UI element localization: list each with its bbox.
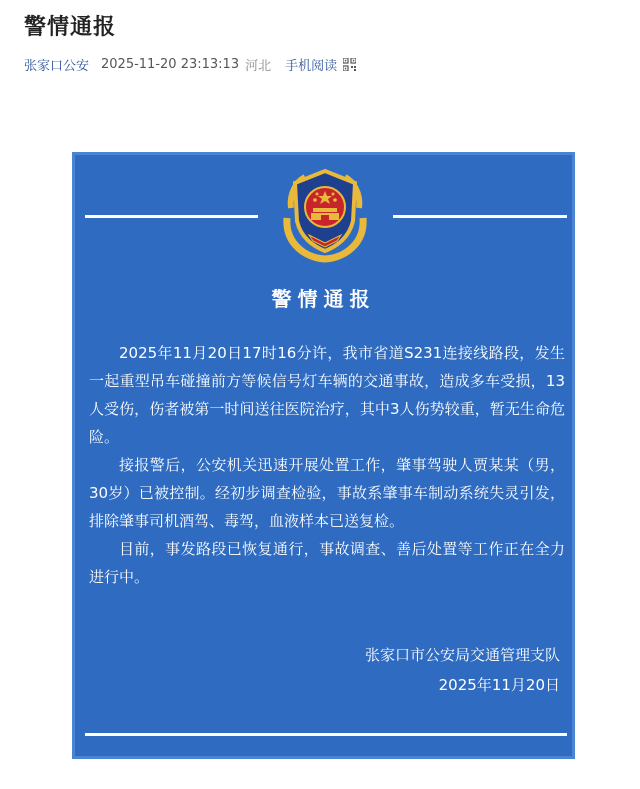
publish-time: 2025-11-20 23:13:13 xyxy=(101,57,240,72)
page-title: 警情通报 xyxy=(24,15,117,40)
police-emblem-icon xyxy=(275,163,375,263)
divider-bottom xyxy=(85,733,567,736)
qr-code-icon[interactable] xyxy=(343,58,356,71)
notice-card xyxy=(72,152,575,759)
divider-left xyxy=(85,215,258,218)
paragraph-2: 接报警后，公安机关迅速开展处置工作，肇事驾驶人贾某某（男，30岁）已被控制。经初步调查检验，事故系肇事车制动系统失灵引发，排除肇事司机酒驾、毒驾，血液样本已送复检。 xyxy=(89,456,565,530)
signature-org: 张家口市公安局交通管理支队 xyxy=(364,646,560,664)
source-link[interactable]: 张家口公安 xyxy=(24,59,90,74)
notice-body xyxy=(89,339,565,591)
article-meta xyxy=(24,55,356,74)
signature-date: 2025年11月20日 xyxy=(438,676,560,694)
card-title: 警情通报 xyxy=(271,287,376,311)
signature-block xyxy=(365,640,560,700)
region-label: 河北 xyxy=(245,59,272,74)
paragraph-3: 目前，事发路段已恢复通行，事故调查、善后处置等工作正在全力进行中。 xyxy=(89,540,565,586)
paragraph-1: 2025年11月20日17时16分许，我市省道S231连接线路段，发生一起重型吊车碰撞前方等候信号灯车辆的交通事故，造成多车受损，13人受伤，伤者被第一时间送往医院治疗，其中3人伤势较重，暂无生命危险。 xyxy=(89,344,565,446)
mobile-read-link[interactable]: 手机阅读 xyxy=(285,59,338,74)
divider-right xyxy=(393,215,567,218)
